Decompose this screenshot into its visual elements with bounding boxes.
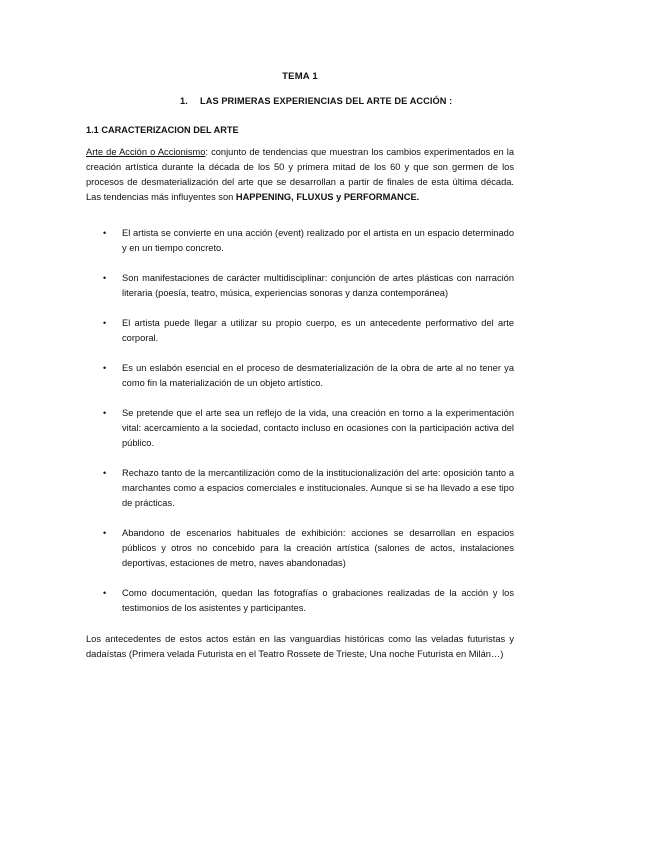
bullet-icon: •: [103, 228, 107, 238]
bullet-icon: •: [103, 318, 107, 328]
list-item: [86, 226, 514, 256]
list-item-text: Rechazo tanto de la mercantilización como de la institucionalización del arte: oposición tanto a marchantes como a espacios comerciales e institucionales. Aunque si se ha llevado a ese tipo de prácticas.: [122, 468, 514, 508]
list-item-text: Abandono de escenarios habituales de exhibición: acciones se desarrollan en espacios públicos y otros no concebido para la creación artística (salones de actos, instalaciones deportivas, estaciones de metro, naves abandonadas): [122, 528, 514, 568]
intro-term: Arte de Acción o Accionismo: [86, 147, 206, 157]
bullet-icon: •: [103, 468, 107, 478]
list-item: [86, 316, 514, 346]
list-item-text: El artista puede llegar a utilizar su propio cuerpo, es un antecedente performativo del arte corporal.: [122, 318, 514, 343]
section-title: LAS PRIMERAS EXPERIENCIAS DEL ARTE DE ACCIÓN :: [200, 96, 453, 106]
list-item: [86, 466, 514, 511]
document-title: TEMA 1: [282, 71, 318, 82]
list-item-text: Como documentación, quedan las fotografías o grabaciones realizadas de la acción y los testimonios de los asistentes y participantes.: [122, 588, 514, 613]
characteristics-list: [86, 226, 514, 631]
section-number: 1.: [180, 96, 188, 106]
list-item: [86, 361, 514, 391]
bullet-icon: •: [103, 363, 107, 373]
list-item-text: Se pretende que el arte sea un reflejo de la vida, una creación en torno a la experimentación vital: acercamiento a la sociedad, contacto incluso en ocasiones con la participación activa del público.: [122, 408, 514, 448]
list-item: [86, 586, 514, 616]
bullet-icon: •: [103, 588, 107, 598]
list-item: [86, 271, 514, 301]
bullet-icon: •: [103, 528, 107, 538]
intro-paragraph: [86, 145, 514, 205]
list-item-text: El artista se convierte en una acción (event) realizado por el artista en un espacio determinado y en un tiempo concreto.: [122, 228, 514, 253]
bullet-icon: •: [103, 273, 107, 283]
bullet-icon: •: [103, 408, 107, 418]
section-heading: [180, 96, 452, 106]
list-item: [86, 406, 514, 451]
list-item: [86, 526, 514, 571]
subsection-heading: 1.1 CARACTERIZACION DEL ARTE: [86, 125, 239, 135]
list-item-text: Es un eslabón esencial en el proceso de desmaterialización de la obra de arte al no tener ya como fin la materialización de un objeto artístico.: [122, 363, 514, 388]
outro-paragraph: Los antecedentes de estos actos están en las vanguardias históricas como las veladas futuristas y dadaístas (Primera velada Futurista en el Teatro Rossete de Trieste, Una noche Futurista en Milán…): [86, 634, 514, 659]
intro-strong: HAPPENING, FLUXUS y PERFORMANCE.: [235, 192, 420, 202]
intro-text: : conjunto de tendencias que muestran los cambios experimentados en la creación artística durante la década de los 50 y primera mitad de los 60 y que son germen de los procesos de desmaterialización del arte que se desarrollan a partir de finales de esta última década. Las tendencias más influyentes son: [86, 147, 514, 202]
list-item-text: Son manifestaciones de carácter multidisciplinar: conjunción de artes plásticas con narración literaria (poesía, teatro, música, experiencias sonoras y danza contemporánea): [122, 273, 514, 298]
